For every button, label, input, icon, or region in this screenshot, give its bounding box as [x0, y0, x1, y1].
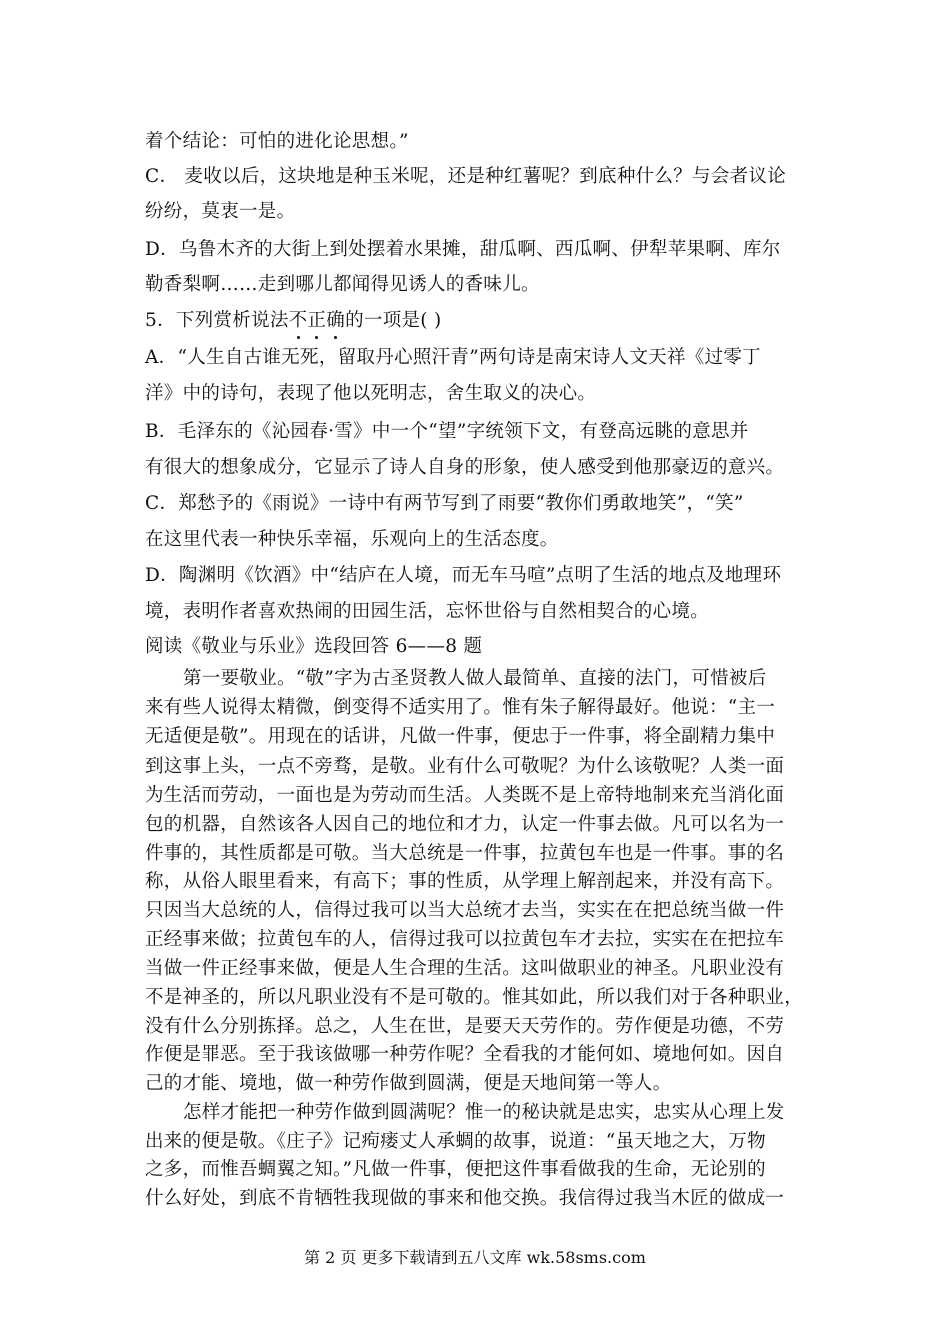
emphasis-char: 不	[289, 306, 308, 332]
passage-line: 什么好处，到底不肯牺牲我现做的事来和他交换。我信得过我当木匠的做成一	[145, 1188, 785, 1209]
text-line: 勒香梨啊……走到哪儿都闻得见诱人的香味儿。	[145, 274, 540, 295]
passage-line: 己的才能、境地，做一种劳作做到圆满，便是天地间第一等人。	[145, 1073, 672, 1094]
passage-line: 件事的，其性质都是可敬。当大总统是一件事，拉黄包车也是一件事。事的名	[145, 843, 785, 864]
passage-line: 来有些人说得太精微，倒变得不适实用了。惟有朱子解得最好。他说：“主一	[145, 697, 776, 718]
emphasis-char: 确	[326, 306, 345, 332]
passage-line: 作便是罪恶。至于我该做哪一种劳作呢？全看我的才能何如、境地何如。因自	[145, 1044, 785, 1065]
option-c-line: C． 麦收以后，这块地是种玉米呢，还是种红薯呢？到底种什么？与会者议论	[145, 166, 787, 187]
passage-line: 无适便是敬”。用现在的话讲，凡做一件事，便忠于一件事，将全副精力集中	[145, 726, 776, 747]
option-d-line: D．乌鲁木齐的大街上到处摆着水果摊，甜瓜啊、西瓜啊、伊犁苹果啊、库尔	[145, 239, 781, 260]
passage-line: 包的机器，自然该各人因自己的地位和才力，认定一件事去做。凡可以名为一	[145, 814, 785, 835]
reading-heading: 阅读《敬业与乐业》选段回答 6——8 题	[145, 636, 483, 657]
option-a-line: A．“人生自古谁无死，留取丹心照汗青”两句诗是南宋诗人文天祥《过零丁	[145, 347, 761, 368]
text-line: 着个结论：可怕的进化论思想。”	[145, 131, 409, 152]
passage-line: 为生活而劳动，一面也是为劳动而生活。人类既不是上帝特地制来充当消化面	[145, 785, 785, 806]
page-footer: 第 2 页 更多下载请到五八文库 wk.58sms.com	[304, 1248, 646, 1267]
passage-line: 只因当大总统的人，信得过我可以当大总统才去当，实实在在把总统当做一件	[145, 900, 785, 921]
passage-line: 出来的便是敬。《庄子》记痀瘘丈人承蜩的故事，说道：“虽天地之大，万物	[145, 1131, 766, 1152]
question-5-prefix: 5．下列赏析说法	[145, 310, 289, 331]
passage-line: 之多，而惟吾蜩翼之知。”凡做一件事，便把这件事看做我的生命，无论别的	[145, 1159, 766, 1180]
text-line: 在这里代表一种快乐幸福，乐观向上的生活态度。	[145, 529, 559, 550]
passage-line: 到这事上头，一点不旁骛，是敬。业有什么可敬呢？为什么该敬呢？人类一面	[145, 756, 785, 777]
passage-line: 怎样才能把一种劳作做到圆满呢？惟一的秘诀就是忠实，忠实从心理上发	[183, 1102, 785, 1123]
text-line: 洋》中的诗句，表现了他以死明志，舍生取义的决心。	[145, 383, 597, 404]
passage-line: 第一要敬业。“敬”字为古圣贤教人做人最简单、直接的法门，可惜被后	[183, 668, 767, 689]
passage-line: 不是神圣的，所以凡职业没有不是可敬的。惟其如此，所以我们对于各种职业，	[145, 987, 804, 1008]
passage-line: 当做一件正经事来做，便是人生合理的生活。这叫做职业的神圣。凡职业没有	[145, 958, 785, 979]
passage-line: 没有什么分别拣择。总之，人生在世，是要天天劳作的。劳作便是功德，不劳	[145, 1016, 785, 1037]
question-5	[145, 306, 815, 332]
emphasis-char: 正	[307, 306, 326, 332]
text-line: 纷纷，莫衷一是。	[145, 201, 296, 222]
question-5-suffix: 的一项是( )	[345, 310, 442, 331]
option-d-line: D．陶渊明《饮酒》中“结庐在人境，而无车马喧”点明了生活的地点及地理环	[145, 565, 782, 586]
passage-line: 称，从俗人眼里看来，有高下；事的性质，从学理上解剖起来，并没有高下。	[145, 871, 785, 892]
text-line: 境，表明作者喜欢热闹的田园生活，忘怀世俗与自然相契合的心境。	[145, 601, 710, 622]
option-c-line: C．郑愁予的《雨说》一诗中有两节写到了雨要“教你们勇敢地笑”，“笑”	[145, 493, 744, 514]
text-line: 有很大的想象成分，它显示了诗人自身的形象，使人感受到他那豪迈的意兴。	[145, 457, 785, 478]
option-b-line: B．毛泽东的《沁园春·雪》中一个“望”字统领下文，有登高远眺的意思并	[145, 421, 749, 442]
passage-line: 正经事来做；拉黄包车的人，信得过我可以拉黄包车才去拉，实实在在把拉车	[145, 929, 785, 950]
